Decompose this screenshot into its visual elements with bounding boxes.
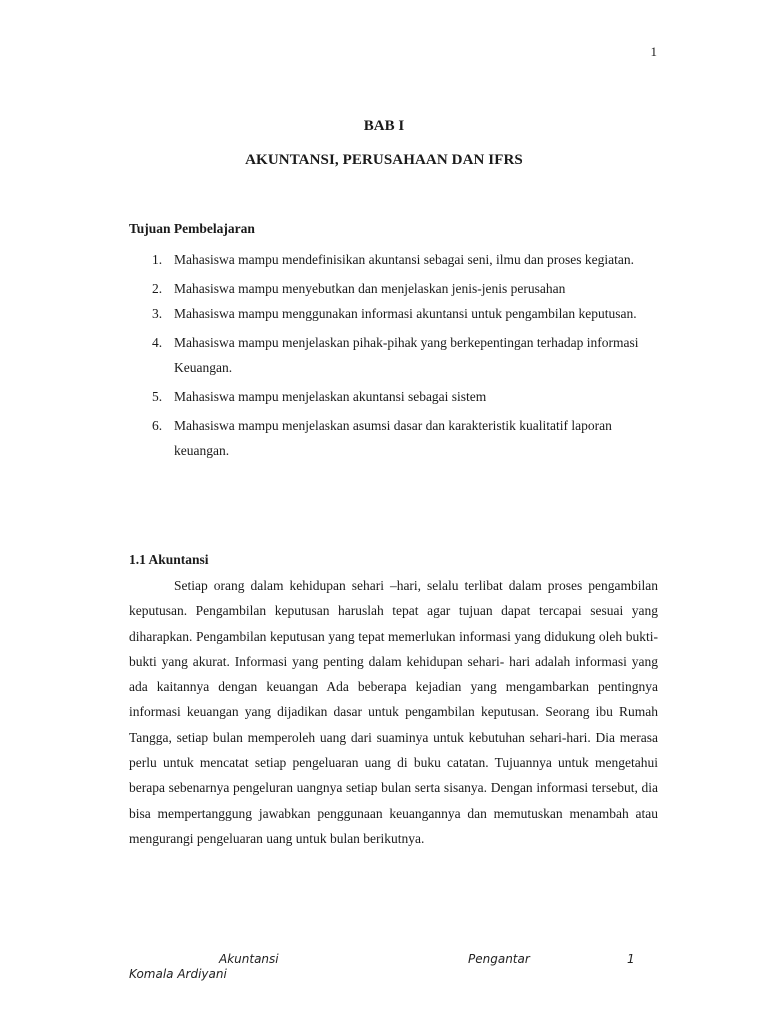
- chapter-title: AKUNTANSI, PERUSAHAAN DAN IFRS: [245, 152, 523, 168]
- list-item-text: Mahasiswa mampu menjelaskan akuntansi sebagai sistem: [174, 389, 487, 404]
- section-paragraph: Setiap orang dalam kehidupan sehari –hari, selalu terlibat dalam proses pengambilan keputusan. Pengambilan keputusan haruslah tepat agar tujuan dapat tercapai sesuai yang diharapkan. Pengambilan keputusan yang tepat memerlukan informasi yang didukung oleh bukti-bukti yang akurat. Informasi yang penting dalam kehidupan sehari- hari adalah informasi yang ada kaitannya dengan keuangan Ada beberapa kejadian yang mengambarkan pentingnya informasi keuangan yang dijadikan dasar untuk pengambilan keputusan. Seorang ibu Rumah Tangga, setiap bulan memperoleh uang dari suaminya untuk kebutuhan sehari-hari. Dia merasa perlu untuk mencatat setiap pengeluaran uang di buku catatan. Tujuannya untuk mengetahui berapa sebenarnya pengeluran uangnya setiap bulan serta sisanya. Dengan informasi tersebut, dia bisa mempertanggung jawabkan penggunaan keuangannya dan memutuskan menambah atau mengurangi pengeluaran uang untuk bulan berikutnya.: [129, 578, 658, 846]
- list-item-number: 3.: [152, 306, 163, 321]
- page-footer: [129, 952, 641, 992]
- page-number: 1: [650, 44, 657, 59]
- list-item-text: Mahasiswa mampu menyebutkan dan menjelaskan jenis-jenis perusahan: [174, 281, 566, 296]
- list-item-number: 6.: [152, 418, 163, 433]
- list-item: [152, 301, 662, 326]
- list-item: [152, 330, 662, 380]
- footer-title-left: Akuntansi: [219, 952, 279, 966]
- list-item: [152, 413, 662, 463]
- chapter-label: BAB I: [363, 118, 405, 134]
- list-item-number: 2.: [152, 281, 163, 296]
- list-item-number: 4.: [152, 335, 163, 350]
- list-item-text: Mahasiswa mampu mendefinisikan akuntansi sebagai seni, ilmu dan proses kegiatan.: [174, 252, 635, 267]
- footer-author: Komala Ardiyani: [129, 967, 227, 981]
- list-item: [152, 384, 662, 409]
- footer-page-number: 1: [627, 952, 635, 966]
- list-item: [152, 276, 662, 301]
- list-item-text: Mahasiswa mampu menjelaskan pihak-pihak yang berkepentingan terhadap informasi Keuangan.: [174, 335, 639, 375]
- footer-title-middle: Pengantar: [468, 952, 530, 966]
- list-item-text: Mahasiswa mampu menjelaskan asumsi dasar dan karakteristik kualitatif laporan keuangan.: [174, 418, 612, 458]
- section-heading: 1.1 Akuntansi: [129, 552, 209, 567]
- objectives-heading: Tujuan Pembelajaran: [129, 221, 255, 236]
- objectives-list: [152, 247, 662, 463]
- list-item-number: 1.: [152, 252, 163, 267]
- list-item: [152, 247, 662, 272]
- list-item-number: 5.: [152, 389, 163, 404]
- list-item-text: Mahasiswa mampu menggunakan informasi akuntansi untuk pengambilan keputusan.: [174, 306, 637, 321]
